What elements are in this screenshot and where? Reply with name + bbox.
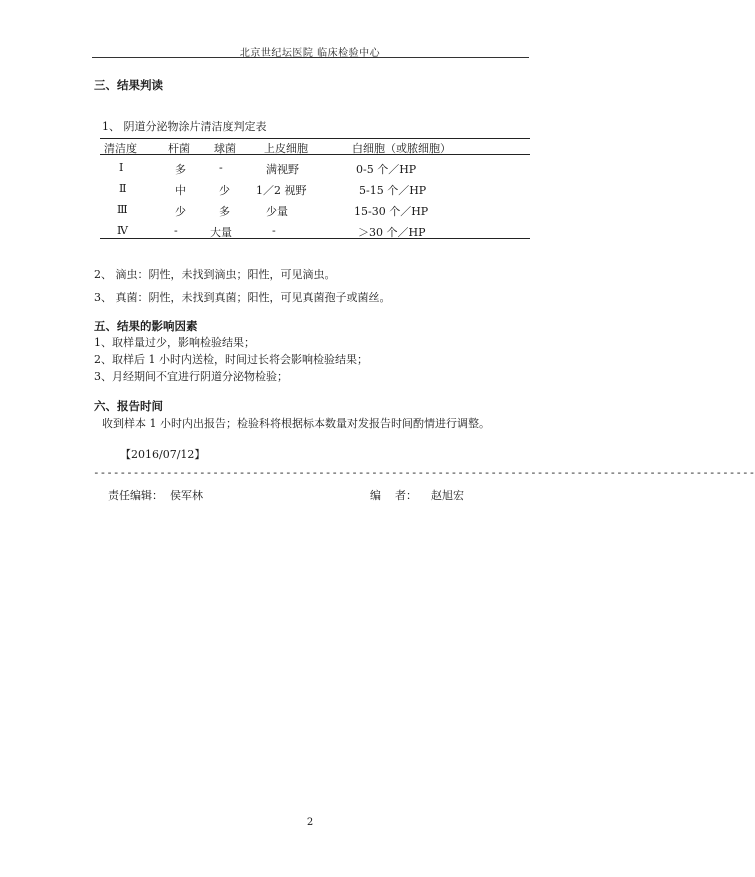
table-cell: Ⅱ xyxy=(119,182,127,195)
table-cell: 少 xyxy=(175,205,186,218)
table-caption: 1、 阴道分泌物涂片清洁度判定表 xyxy=(102,120,267,133)
factor-item-1: 1、取样量过少，影响检验结果； xyxy=(94,336,255,349)
table-cell: 大量 xyxy=(210,226,232,239)
header-rule xyxy=(92,57,529,58)
col-header-leukocytes: 白细胞（或脓细胞） xyxy=(352,142,451,155)
table-cell: 满视野 xyxy=(266,163,299,176)
table-cell: 少 xyxy=(219,184,230,197)
table-cell: 1／2 视野 xyxy=(256,184,307,197)
table-top-rule xyxy=(100,138,530,139)
editor-label: 责任编辑： xyxy=(108,489,163,502)
col-header-cleanliness: 清洁度 xyxy=(104,142,137,155)
dashed-separator: ---------------------------------------------------------------------------------------------------- xyxy=(93,466,755,479)
table-cell: - xyxy=(219,161,223,174)
table-bottom-rule xyxy=(100,238,530,239)
table-header-rule xyxy=(100,154,530,155)
table-cell: Ⅲ xyxy=(117,203,128,216)
table-cell: 15-30 个／HP xyxy=(354,205,429,218)
page-number: 2 xyxy=(306,817,314,828)
table-cell: 中 xyxy=(175,184,186,197)
table-cell: 0-5 个／HP xyxy=(356,163,417,176)
page-header-title: 北京世纪坛医院 临床检验中心 xyxy=(239,48,381,59)
item-trichomonas: 2、 滴虫：阴性，未找到滴虫；阳性，可见滴虫。 xyxy=(94,268,336,281)
factor-item-2: 2、取样后 1 小时内送检，时间过长将会影响检验结果； xyxy=(94,353,368,366)
section-5-title: 五、结果的影响因素 xyxy=(94,319,198,333)
factor-item-3: 3、月经期间不宜进行阴道分泌物检验； xyxy=(94,370,288,383)
col-header-cocci: 球菌 xyxy=(214,142,236,155)
table-cell: 少量 xyxy=(266,205,288,218)
section-3-title: 三、结果判读 xyxy=(94,78,163,92)
col-header-bacilli: 杆菌 xyxy=(168,142,190,155)
report-time-text: 收到样本 1 小时内出报告；检验科将根据标本数量对发报告时间酌情进行调整。 xyxy=(102,417,490,430)
publish-date: 【2016/07/12】 xyxy=(120,448,206,461)
author-label: 编 者： xyxy=(370,489,417,502)
item-fungi: 3、 真菌：阴性，未找到真菌；阳性，可见真菌孢子或菌丝。 xyxy=(94,291,391,304)
table-cell: - xyxy=(272,224,276,237)
table-cell: - xyxy=(174,224,178,237)
author-name: 赵旭宏 xyxy=(431,489,464,502)
table-cell: 5-15 个／HP xyxy=(359,184,427,197)
table-cell: ＞30 个／HP xyxy=(358,226,426,239)
editor-name: 侯军林 xyxy=(170,489,203,502)
table-cell: 多 xyxy=(219,205,230,218)
col-header-epithelial: 上皮细胞 xyxy=(264,142,308,155)
table-cell: Ⅳ xyxy=(117,224,128,237)
table-cell: Ⅰ xyxy=(119,161,124,174)
table-cell: 多 xyxy=(175,163,186,176)
section-6-title: 六、报告时间 xyxy=(94,399,163,413)
